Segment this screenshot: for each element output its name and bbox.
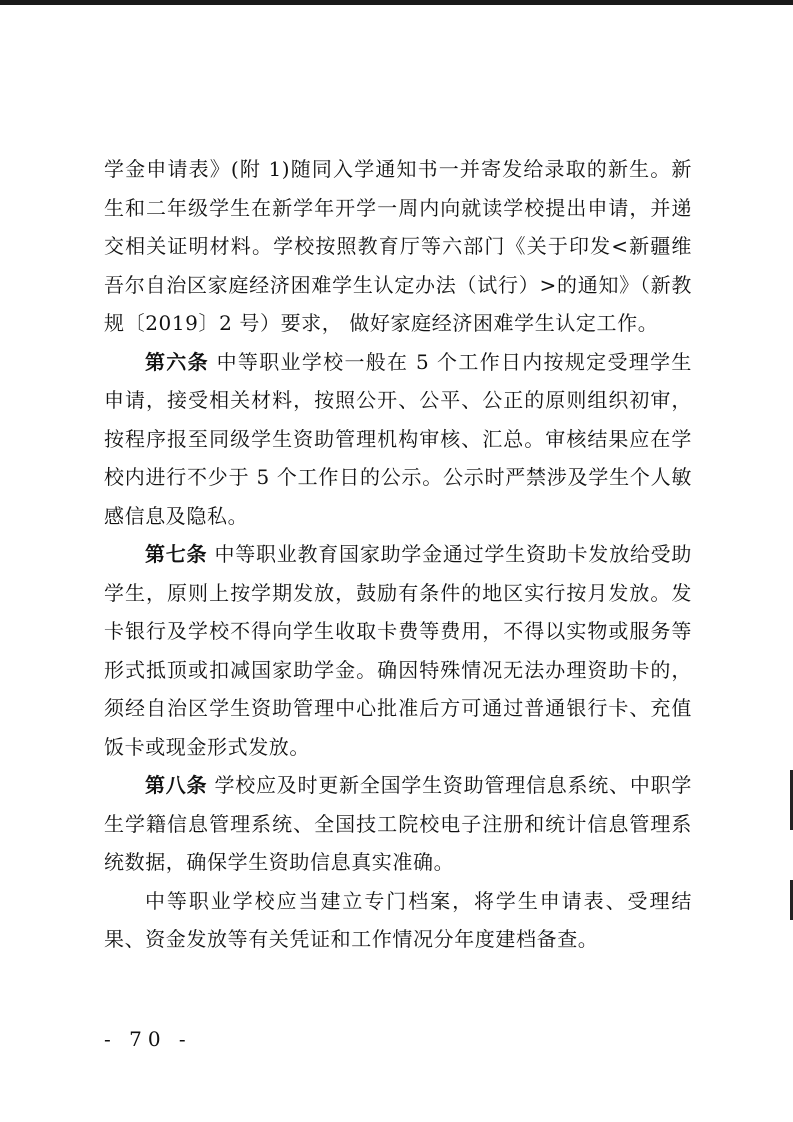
- paragraph-text: 中等职业教育国家助学金通过学生资助卡发放给受助学生，原则上按学期发放，鼓励有条件的地区实行按月发放。发卡银行及学校不得向学生收取卡费等费用，不得以实物或服务等形式抵顶或扣减国家助学金。确因特殊情况无法办理资助卡的，须经自治区学生资助管理中心批准后方可通过普通银行卡、充值饭卡或现金形式发放。: [104, 542, 692, 759]
- document-body: [104, 150, 692, 959]
- paragraph-article-7: [104, 535, 692, 766]
- paragraph-text: 学校应及时更新全国学生资助管理信息系统、中职学生学籍信息管理系统、全国技工院校电子注册和统计信息管理系统数据，确保学生资助信息真实准确。: [104, 773, 692, 874]
- paragraph-text: 学金申请表》(附 1)随同入学通知书一并寄发给录取的新生。新生和二年级学生在新学年开学一周内向就读学校提出申请，并递交相关证明材料。学校按照教育厅等六部门《关于印发<新疆维吾尔自治区家庭经济困难学生认定办法（试行）>的通知》（新教规〔2019〕2 号）要求， 做好家庭经济困难学生认定工作。: [104, 157, 692, 335]
- paragraph-text: 中等职业学校应当建立专门档案，将学生申请表、受理结果、资金发放等有关凭证和工作情况分年度建档备查。: [104, 888, 692, 951]
- paragraph-text: 中等职业学校一般在 5 个工作日内按规定受理学生申请，接受相关材料，按照公开、公平、公正的原则组织初审，按程序报至同级学生资助管理机构审核、汇总。审核结果应在学校内进行不少于 5 个工作日的公示。公示时严禁涉及学生个人敏感信息及隐私。: [104, 349, 693, 528]
- paragraph-continuation: [104, 150, 692, 343]
- paragraph-article-6: [104, 343, 692, 536]
- article-heading: 第八条: [145, 773, 208, 797]
- paragraph-archive: [104, 882, 692, 959]
- article-heading: 第七条: [145, 542, 208, 566]
- paragraph-article-8: [104, 766, 692, 882]
- scan-top-edge: [0, 0, 793, 5]
- article-heading: 第六条: [145, 349, 209, 374]
- page-number: - 70 -: [104, 1027, 192, 1051]
